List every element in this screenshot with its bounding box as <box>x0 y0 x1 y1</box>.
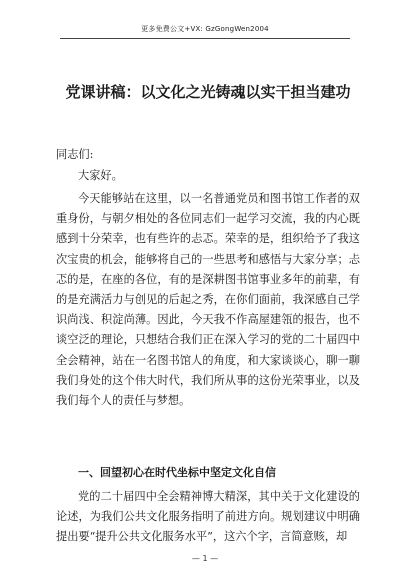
document-title: 党课讲稿：以文化之光铸魂以实干担当建功 <box>65 83 351 101</box>
greeting: 大家好。 <box>78 169 123 182</box>
paragraph: 今天能够站在这里，以一名普通党员和图书馆工作者的双重身份，与朝夕相处的各位同志们一起学习交流，我的内心既感到十分荣幸，也有些许的忐忑。荣幸的是，组织给予了我这次宝贵的机会，能够将自己的一些思考和感悟与大家分享；忐忑的是，在座的各位，有的是深耕图书馆事业多年的前辈，有的是充满活力与创见的后起之秀，在你们面前，我深感自己学识尚浅、积淀尚薄。因此，今天我不作高屋建瓴的报告，也不谈空泛的理论，只想结合我们正在深入学习的党的二十届四中全会精神，站在一名图书馆人的角度，和大家谈谈心，聊一聊我们身处的这个伟大时代，我们所从事的这份光荣事业，以及我们每个人的责任与梦想。 <box>56 192 360 408</box>
page-number: — 1 — <box>191 554 219 563</box>
header-divider <box>60 38 350 39</box>
salutation: 同志们: <box>56 148 94 161</box>
paragraph: 党的二十届四中全会精神博大精深，其中关于文化建设的论述，为我们公共文化服务指明了前进方向。规划建议中明确提出要“提升公共文化服务水平”，这六个字，言简意赅，却 <box>56 490 360 544</box>
section-heading: 一、回望初心在时代坐标中坚定文化自信 <box>78 466 276 479</box>
header-note: 更多免费公文+VX: GzGongWen2004 <box>141 25 269 33</box>
